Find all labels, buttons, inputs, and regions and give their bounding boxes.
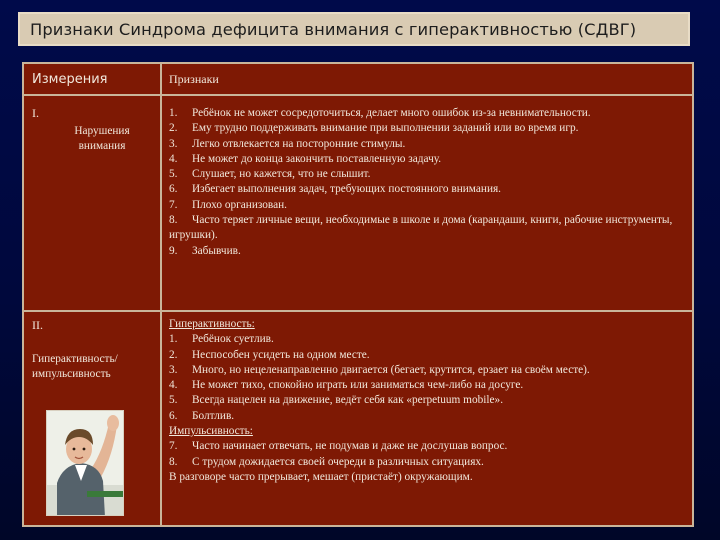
child-raising-hand-image <box>47 411 124 516</box>
list-item <box>169 213 689 244</box>
item-number: 4. <box>169 379 178 392</box>
header-signs: Признаки <box>169 72 219 86</box>
item-number: 3. <box>169 363 178 376</box>
item-number: 7. <box>169 440 178 453</box>
item-text: Легко отвлекается на посторонние стимулы. <box>192 137 406 150</box>
item-number: 8. <box>169 455 178 468</box>
item-text: Много, но нецеленаправленно двигается (бегает, крутится, ерзает на своём месте). <box>192 363 590 376</box>
list-item <box>169 439 689 454</box>
column-divider <box>160 64 162 525</box>
list-item <box>169 348 689 363</box>
item-number: 2. <box>169 348 178 361</box>
list-item <box>169 363 689 378</box>
title-box <box>18 12 690 46</box>
list-item <box>169 409 689 424</box>
row-2-dimension-line: Гиперактивность/ <box>32 353 118 365</box>
list-item <box>169 121 689 136</box>
item-number: 5. <box>169 394 178 407</box>
header-dimension: Измерения <box>32 72 108 87</box>
item-text: Не может тихо, спокойно играть или заниматься чем-либо на досуге. <box>192 379 524 392</box>
list-item <box>169 182 689 197</box>
item-number: 4. <box>169 152 178 165</box>
header-divider <box>24 94 692 96</box>
item-number: 6. <box>169 409 178 422</box>
hyperactivity-list <box>169 332 689 424</box>
item-text: Ребёнок не может сосредоточиться, делает много ошибок из-за невнимательности. <box>192 107 591 119</box>
page-title: Признаки Синдрома дефицита внимания с гиперактивностью (СДВГ) <box>30 19 637 39</box>
row-2-dimension <box>32 352 118 383</box>
item-text: Неспособен усидеть на одном месте. <box>192 348 370 361</box>
item-text: Избегает выполнения задач, требующих постоянного внимания. <box>192 183 502 196</box>
item-number: 8. <box>169 214 178 227</box>
item-text: Ребёнок суетлив. <box>192 333 274 346</box>
item-text: Всегда нацелен на движение, ведёт себя как «perpetuum mobile». <box>192 394 504 407</box>
item-number: 5. <box>169 168 178 181</box>
row-2-number: II. <box>32 318 43 332</box>
item-text: Ему трудно поддерживать внимание при выполнении заданий или во время игр. <box>192 122 579 135</box>
row-2-dimension-line: импульсивность <box>32 368 111 381</box>
row-2-signs <box>169 317 689 485</box>
row-1-dimension-line: внимания <box>78 140 126 153</box>
item-text: Слушает, но кажется, что не слышит. <box>192 168 371 181</box>
child-photo <box>46 410 124 516</box>
impulsivity-heading: Импульсивность: <box>169 425 253 438</box>
item-number: 1. <box>169 333 178 346</box>
list-item <box>169 244 689 259</box>
row-1-dimension <box>52 124 152 155</box>
item-number: 1. <box>169 107 178 119</box>
item-text: Часто начинает отвечать, не подумав и даже не дослушав вопрос. <box>192 440 508 453</box>
item-text: Болтлив. <box>192 409 235 422</box>
item-text: Плохо организован. <box>192 198 288 211</box>
item-number: 9. <box>169 244 178 257</box>
list-item <box>169 152 689 167</box>
item-text: Не может до конца закончить поставленную задачу. <box>192 152 442 165</box>
row-1-number: I. <box>32 106 39 120</box>
hyperactivity-heading: Гиперактивность: <box>169 318 255 330</box>
item-number: 2. <box>169 122 178 135</box>
list-item <box>169 455 689 470</box>
list-item <box>169 167 689 182</box>
row-divider <box>24 310 692 312</box>
item-number: 7. <box>169 198 178 211</box>
signs-table <box>22 62 694 527</box>
item-number: 6. <box>169 183 178 196</box>
row-1-signs-list <box>169 106 689 259</box>
list-item <box>169 106 689 121</box>
item-text: Забывчив. <box>192 244 241 257</box>
item-text: С трудом дожидается своей очереди в различных ситуациях. <box>192 455 484 468</box>
closing-line: В разговоре часто прерывает, мешает (пристаёт) окружающим. <box>169 470 473 483</box>
list-item <box>169 198 689 213</box>
impulsivity-list <box>169 439 689 470</box>
item-text: Часто теряет личные вещи, необходимые в школе и дома (карандаши, книги, рабочие инструменты, игрушки). <box>169 214 673 242</box>
list-item <box>169 332 689 347</box>
list-item <box>169 378 689 393</box>
list-item <box>169 393 689 408</box>
row-1-dimension-line: Нарушения <box>74 125 130 137</box>
list-item <box>169 137 689 152</box>
item-number: 3. <box>169 137 178 150</box>
